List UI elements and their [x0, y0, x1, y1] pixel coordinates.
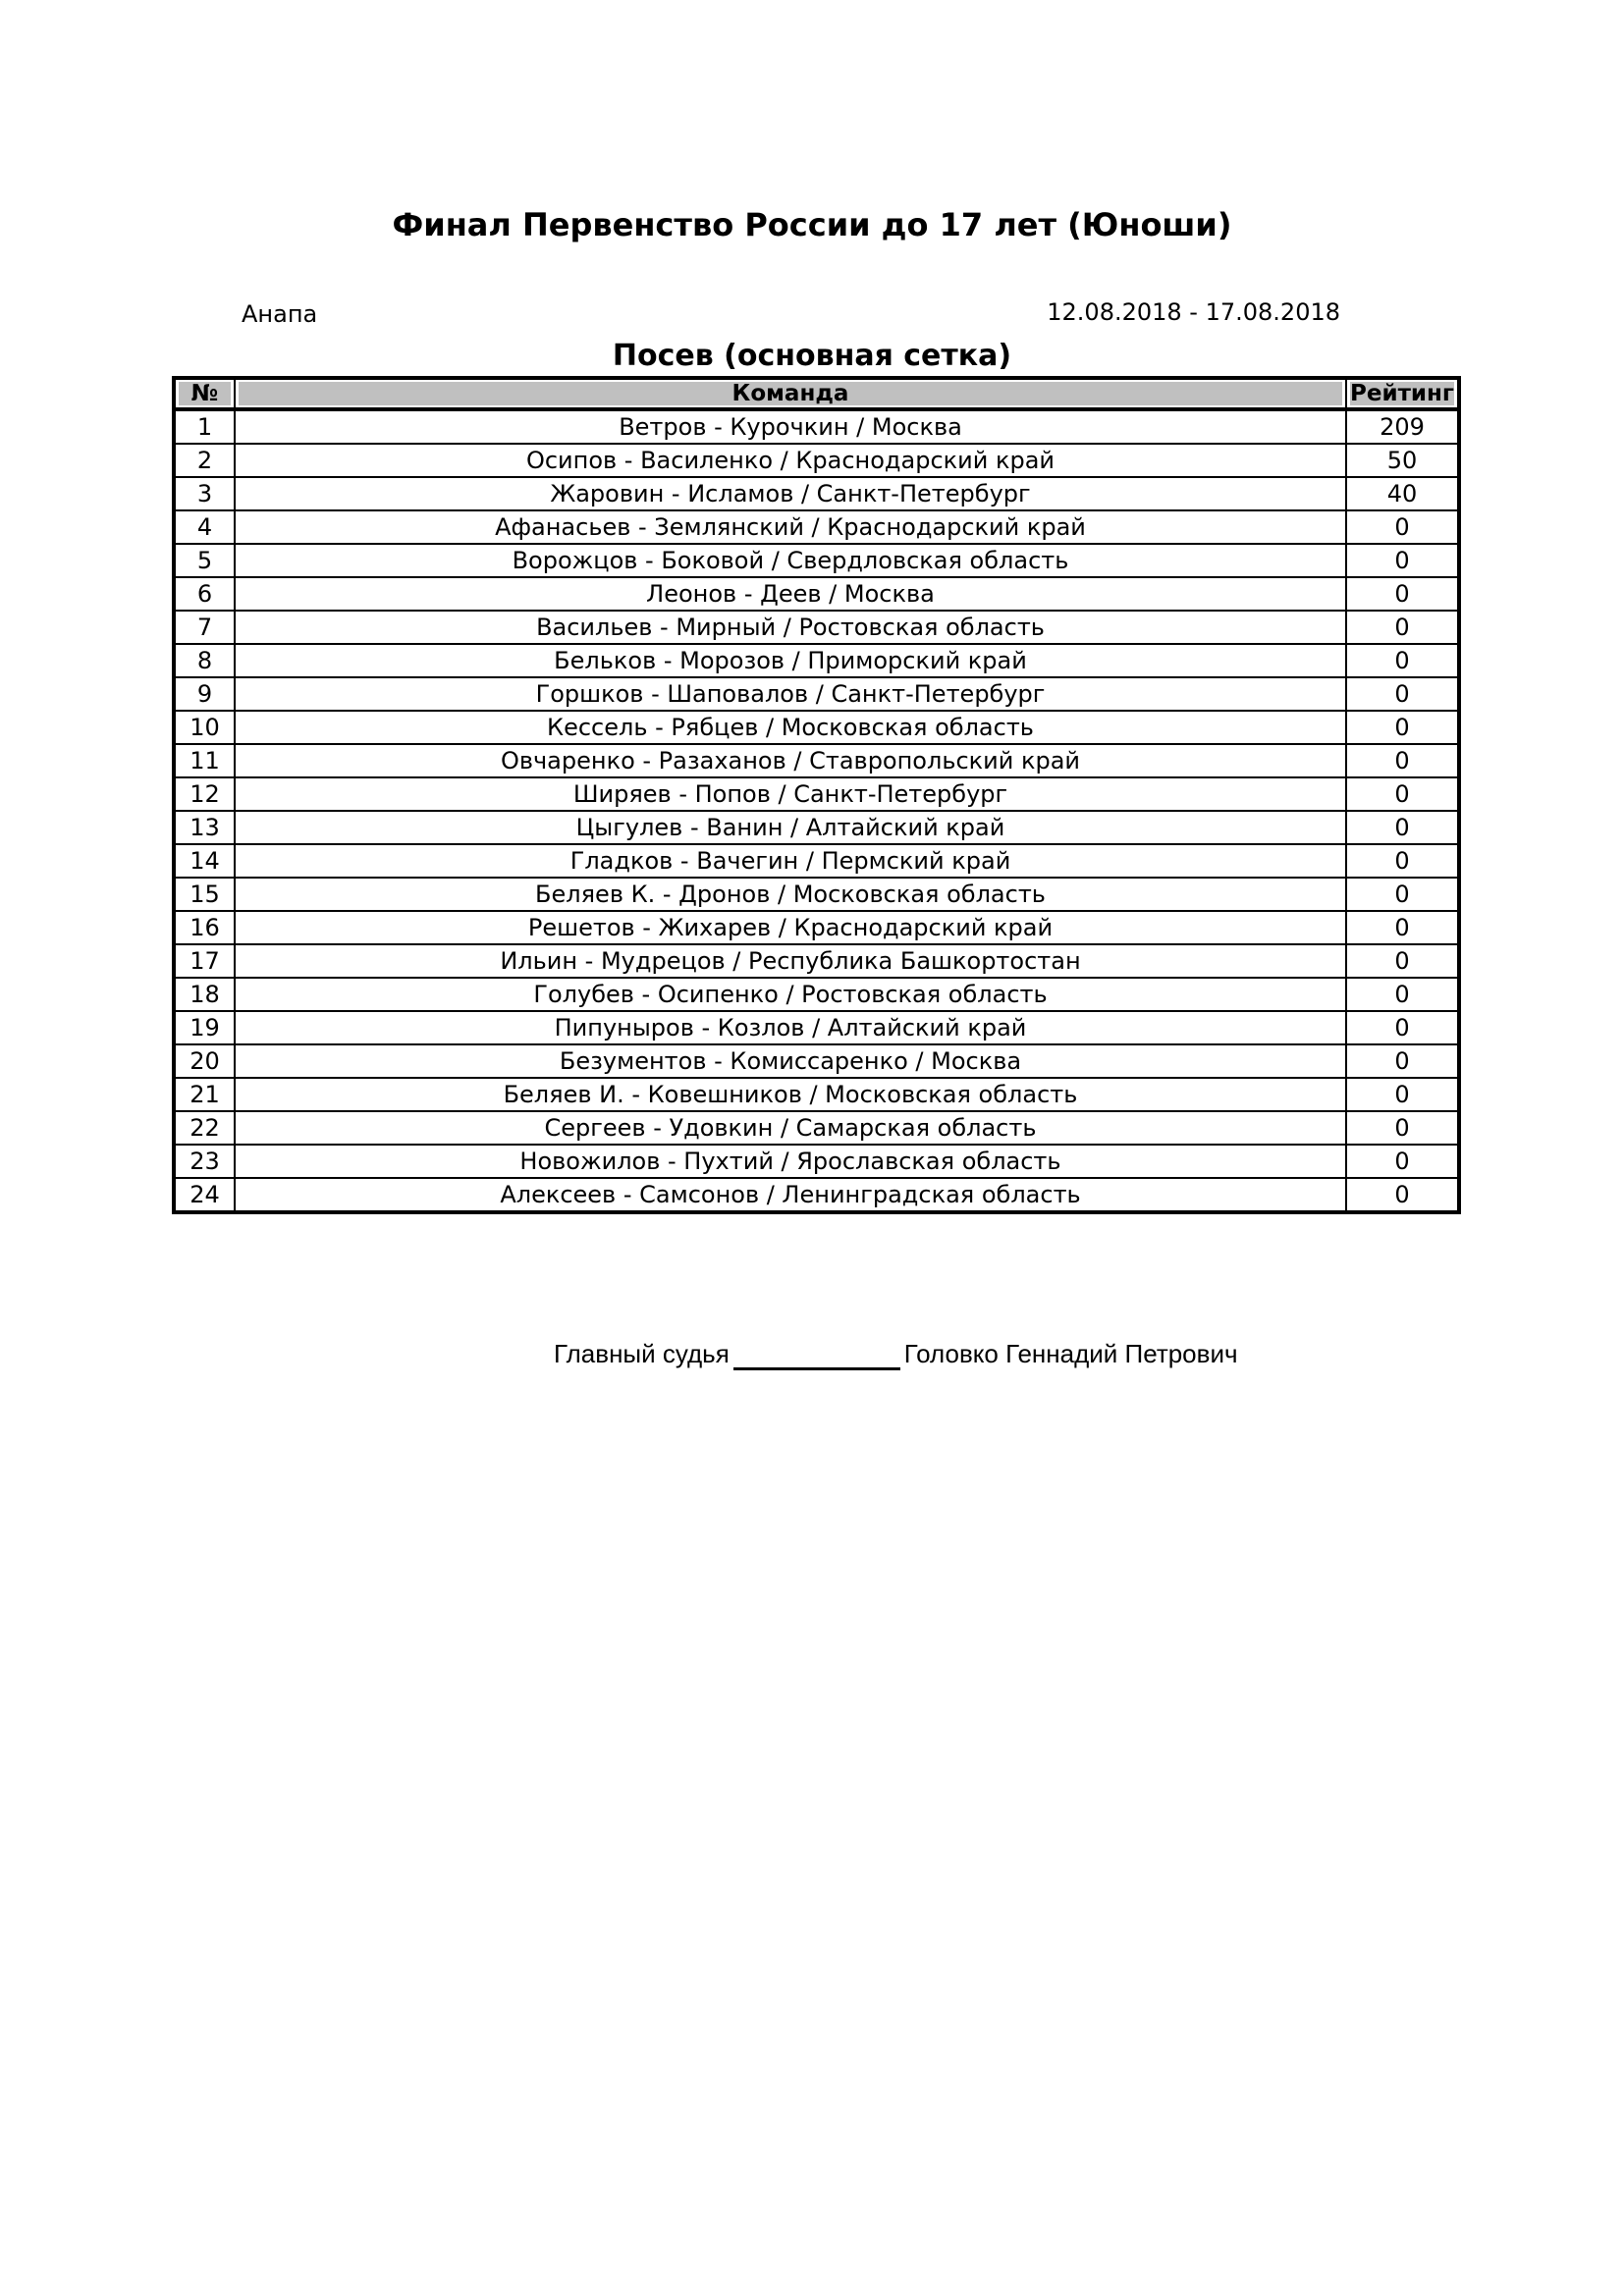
date-range: 12.08.2018 - 17.08.2018: [1047, 298, 1340, 326]
rating-value: 0: [1346, 844, 1459, 878]
seed-number: 19: [174, 1011, 235, 1044]
team-name: Горшков - Шаповалов / Санкт-Петербург: [235, 677, 1346, 711]
seed-number: 7: [174, 611, 235, 644]
seed-number: 5: [174, 544, 235, 577]
signature-block: [554, 1337, 1238, 1370]
team-name: Цыгулев - Ванин / Алтайский край: [235, 811, 1346, 844]
rating-value: 0: [1346, 944, 1459, 978]
table-row: [174, 1011, 1459, 1044]
rating-value: 0: [1346, 1044, 1459, 1078]
seed-number: 23: [174, 1145, 235, 1178]
seed-number: 16: [174, 911, 235, 944]
seed-number: 4: [174, 510, 235, 544]
rating-value: 0: [1346, 711, 1459, 744]
table-row: [174, 611, 1459, 644]
rating-value: 0: [1346, 1078, 1459, 1111]
table-row: [174, 1078, 1459, 1111]
team-name: Пипуныров - Козлов / Алтайский край: [235, 1011, 1346, 1044]
table-row: [174, 577, 1459, 611]
document-title: Финал Первенство России до 17 лет (Юноши): [392, 206, 1232, 243]
table-row: [174, 409, 1459, 444]
table-row: [174, 844, 1459, 878]
chief-judge-label: Главный судья: [554, 1339, 730, 1368]
rating-value: 0: [1346, 677, 1459, 711]
table-row: [174, 1178, 1459, 1212]
table-row: [174, 1111, 1459, 1145]
team-name: Решетов - Жихарев / Краснодарский край: [235, 911, 1346, 944]
table-row: [174, 477, 1459, 510]
table-row: [174, 644, 1459, 677]
rating-value: 0: [1346, 1178, 1459, 1212]
team-name: Новожилов - Пухтий / Ярославская область: [235, 1145, 1346, 1178]
table-row: [174, 711, 1459, 744]
seed-number: 21: [174, 1078, 235, 1111]
team-name: Беляев К. - Дронов / Московская область: [235, 878, 1346, 911]
rating-value: 50: [1346, 444, 1459, 477]
team-name: Осипов - Василенко / Краснодарский край: [235, 444, 1346, 477]
rating-value: 0: [1346, 1145, 1459, 1178]
seed-number: 20: [174, 1044, 235, 1078]
seed-number: 12: [174, 777, 235, 811]
seed-number: 15: [174, 878, 235, 911]
table-row: [174, 744, 1459, 777]
team-name: Алексеев - Самсонов / Ленинградская область: [235, 1178, 1346, 1212]
table-row: [174, 978, 1459, 1011]
table-row: [174, 911, 1459, 944]
team-name: Ильин - Мудрецов / Республика Башкортостан: [235, 944, 1346, 978]
header-num: №: [179, 382, 231, 405]
table-row: [174, 811, 1459, 844]
rating-value: 0: [1346, 644, 1459, 677]
team-name: Сергеев - Удовкин / Самарская область: [235, 1111, 1346, 1145]
table-row: [174, 677, 1459, 711]
seed-number: 10: [174, 711, 235, 744]
team-name: Бельков - Морозов / Приморский край: [235, 644, 1346, 677]
seed-number: 13: [174, 811, 235, 844]
table-row: [174, 777, 1459, 811]
team-name: Голубев - Осипенко / Ростовская область: [235, 978, 1346, 1011]
header-team: Команда: [239, 382, 1342, 405]
signature-line: [733, 1338, 900, 1370]
rating-value: 0: [1346, 1111, 1459, 1145]
seed-number: 24: [174, 1178, 235, 1212]
header-rating: Рейтинг: [1350, 381, 1454, 406]
rating-value: 0: [1346, 744, 1459, 777]
seed-number: 22: [174, 1111, 235, 1145]
team-name: Леонов - Деев / Москва: [235, 577, 1346, 611]
table-title: Посев (основная сетка): [612, 339, 1012, 373]
seed-number: 17: [174, 944, 235, 978]
seed-number: 14: [174, 844, 235, 878]
seed-number: 3: [174, 477, 235, 510]
table-row: [174, 1145, 1459, 1178]
header-rating-cell: [1346, 378, 1459, 409]
table-row: [174, 444, 1459, 477]
seed-number: 9: [174, 677, 235, 711]
table-row: [174, 510, 1459, 544]
team-name: Жаровин - Исламов / Санкт-Петербург: [235, 477, 1346, 510]
rating-value: 0: [1346, 611, 1459, 644]
team-name: Ветров - Курочкин / Москва: [235, 409, 1346, 444]
rating-value: 0: [1346, 811, 1459, 844]
rating-value: 40: [1346, 477, 1459, 510]
table-row: [174, 1044, 1459, 1078]
team-name: Афанасьев - Землянский / Краснодарский край: [235, 510, 1346, 544]
rating-value: 0: [1346, 510, 1459, 544]
header-num-cell: [174, 378, 235, 409]
seeding-table: [172, 376, 1461, 1214]
rating-value: 0: [1346, 577, 1459, 611]
seed-number: 2: [174, 444, 235, 477]
team-name: Гладков - Вачегин / Пермский край: [235, 844, 1346, 878]
seed-number: 18: [174, 978, 235, 1011]
rating-value: 209: [1346, 409, 1459, 444]
team-name: Васильев - Мирный / Ростовская область: [235, 611, 1346, 644]
header-team-cell: [235, 378, 1346, 409]
table-header-row: [174, 378, 1459, 409]
team-name: Ширяев - Попов / Санкт-Петербург: [235, 777, 1346, 811]
seed-number: 1: [174, 409, 235, 444]
team-name: Беляев И. - Ковешников / Московская область: [235, 1078, 1346, 1111]
chief-judge-name: Головко Геннадий Петрович: [903, 1339, 1238, 1368]
table-row: [174, 544, 1459, 577]
seed-number: 8: [174, 644, 235, 677]
city-label: Анапа: [242, 300, 318, 328]
rating-value: 0: [1346, 878, 1459, 911]
rating-value: 0: [1346, 911, 1459, 944]
rating-value: 0: [1346, 1011, 1459, 1044]
rating-value: 0: [1346, 777, 1459, 811]
team-name: Овчаренко - Разаханов / Ставропольский край: [235, 744, 1346, 777]
seed-number: 11: [174, 744, 235, 777]
team-name: Безументов - Комиссаренко / Москва: [235, 1044, 1346, 1078]
seed-number: 6: [174, 577, 235, 611]
rating-value: 0: [1346, 978, 1459, 1011]
team-name: Кессель - Рябцев / Московская область: [235, 711, 1346, 744]
table-row: [174, 878, 1459, 911]
table-row: [174, 944, 1459, 978]
rating-value: 0: [1346, 544, 1459, 577]
team-name: Ворожцов - Боковой / Свердловская область: [235, 544, 1346, 577]
